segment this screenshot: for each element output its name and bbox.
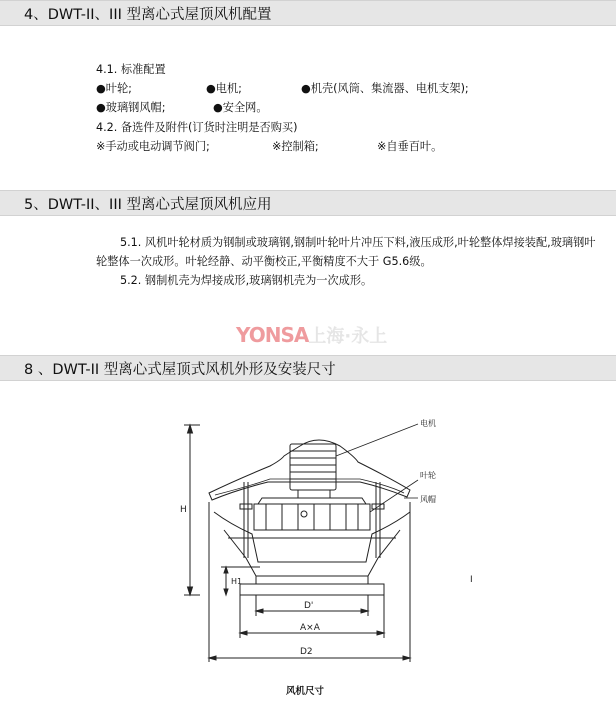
application-text-1: 5.1. 风机叶轮材质为钢制或玻璃钢,钢制叶轮叶片冲压下料,液压成形,叶轮整体焊接装配,玻璃钢叶轮整体一次成形。叶轮经静、动平衡校正,平衡精度不大于 G5.6级。 — [96, 236, 596, 268]
application-text-2: 5.2. 钢制机壳为焊接成形,玻璃钢机壳为一次成形。 — [120, 274, 373, 287]
std-config-heading: 4.1. 标准配置 — [96, 63, 166, 76]
opt-item-control-box: ※控制箱; — [272, 140, 319, 153]
impeller-shape — [254, 498, 370, 530]
section-4-header — [0, 0, 616, 26]
base-flange — [240, 576, 384, 595]
leader-lines — [336, 424, 418, 512]
section-5-title: 5、DWT-II、III 型离心式屋顶风机应用 — [24, 197, 272, 213]
std-item-hood: ●玻璃钢风帽; — [96, 101, 166, 114]
opt-item-valve: ※手动或电动调节阀门; — [96, 140, 210, 153]
application-paragraph-2 — [96, 271, 596, 290]
label-axa: A×A — [300, 623, 320, 633]
label-h: H — [180, 505, 187, 515]
std-item-casing: ●机壳(风筒、集流器、电机支架); — [301, 82, 469, 95]
support-rods — [240, 482, 384, 558]
label-impeller: 叶轮 — [420, 471, 436, 480]
label-d2: D2 — [300, 647, 313, 657]
label-i: I — [470, 575, 473, 585]
section-4-title: 4、DWT-II、III 型离心式屋顶风机配置 — [24, 7, 272, 23]
application-paragraph-1 — [96, 233, 596, 271]
fan-dimension-drawing — [0, 362, 616, 702]
label-hood: 风帽 — [420, 495, 436, 504]
motor-shape — [290, 444, 336, 498]
section-5-header — [0, 190, 616, 216]
opt-item-louver: ※自垂百叶。 — [377, 140, 443, 153]
drawing-caption: 风机尺寸 — [286, 686, 325, 697]
yonsa-watermark-logo: YONSA上海·永上 — [236, 323, 388, 347]
std-item-net: ●安全网。 — [213, 101, 268, 114]
label-motor: 电机 — [420, 419, 436, 428]
optional-heading: 4.2. 备选件及附件(订货时注明是否购买) — [96, 121, 298, 134]
std-item-impeller: ●叶轮; — [96, 82, 132, 95]
label-d: D' — [304, 601, 314, 611]
std-item-motor: ●电机; — [206, 82, 242, 95]
casing-shape — [214, 512, 410, 576]
section-8-title: 8 、DWT-II 型离心式屋顶式风机外形及安装尺寸 — [24, 362, 336, 378]
label-h1: H1 — [231, 577, 243, 586]
